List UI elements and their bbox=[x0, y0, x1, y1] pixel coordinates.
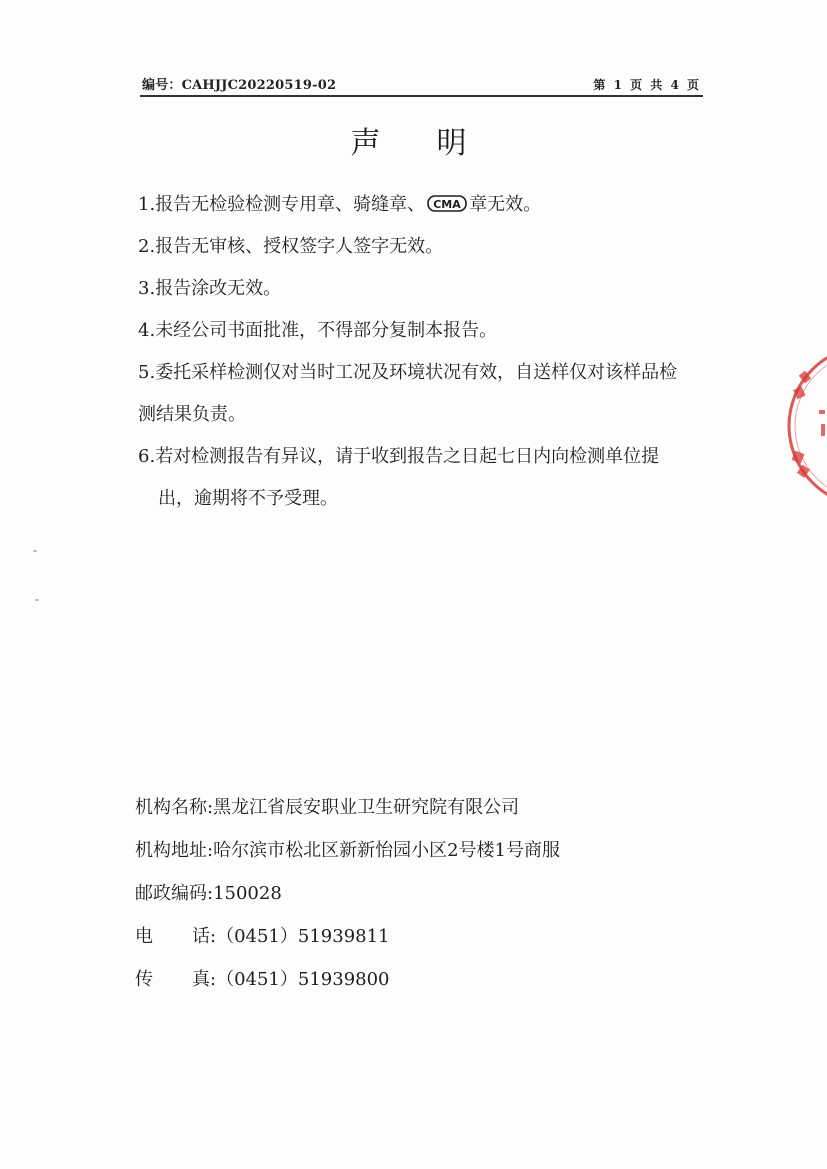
org-name-value: 黑龙江省辰安职业卫生研究院有限公司 bbox=[213, 797, 520, 818]
page-header bbox=[140, 74, 703, 94]
partial-seal-stamp bbox=[783, 340, 827, 512]
clause-number: 5. bbox=[138, 362, 156, 383]
postcode-label: 邮政编码: bbox=[135, 883, 214, 904]
org-address-value: 哈尔滨市松北区新新怡园小区2号楼1号商服 bbox=[213, 840, 560, 861]
phone-value: （0451）51939811 bbox=[216, 926, 390, 947]
clause-text: 报告无审核、授权签字人签字无效。 bbox=[155, 236, 444, 257]
declaration-list bbox=[138, 184, 704, 520]
fax-label-first: 传 bbox=[135, 969, 153, 990]
clause-6 bbox=[138, 436, 704, 520]
report-number: 编号：CAHJJC20220519-02 bbox=[142, 78, 337, 93]
org-address-label: 机构地址: bbox=[135, 840, 214, 861]
org-name-row bbox=[135, 790, 715, 833]
header-divider bbox=[140, 95, 703, 97]
fax-value: （0451）51939800 bbox=[216, 969, 390, 990]
clause-3 bbox=[138, 268, 704, 310]
clause-number: 2. bbox=[138, 236, 156, 257]
postcode-value: 150028 bbox=[213, 883, 282, 904]
postcode-row bbox=[135, 876, 715, 919]
clause-4 bbox=[138, 310, 704, 352]
phone-label-first: 电 bbox=[135, 926, 153, 947]
clause-5 bbox=[138, 352, 704, 436]
org-name-label: 机构名称: bbox=[135, 797, 214, 818]
clause-1 bbox=[138, 184, 704, 226]
phone-label-second: 话: bbox=[192, 926, 217, 947]
clause-2 bbox=[138, 226, 704, 268]
org-address-row bbox=[135, 833, 715, 876]
clause-number: 4. bbox=[138, 320, 156, 341]
clause-text: 报告无检验检测专用章、骑缝章、 bbox=[155, 194, 426, 215]
scan-speck bbox=[35, 599, 39, 601]
clause-text-continued: 测结果负责。 bbox=[138, 404, 246, 425]
clause-text-end: 章无效。 bbox=[469, 194, 542, 215]
clause-text: 未经公司书面批准，不得部分复制本报告。 bbox=[155, 320, 498, 341]
cma-mark-icon bbox=[427, 195, 467, 212]
fax-row bbox=[135, 962, 715, 1005]
fax-label-second: 真: bbox=[192, 969, 217, 990]
clause-number: 1. bbox=[138, 194, 156, 215]
clause-text: 委托采样检测仅对当时工况及环境状况有效，自送样仅对该样品检 bbox=[155, 362, 678, 383]
clause-number: 3. bbox=[138, 278, 156, 299]
page-indicator: 第 1 页 共 4 页 bbox=[593, 78, 701, 92]
page-title: 声明 bbox=[350, 126, 523, 161]
clause-number: 6. bbox=[138, 446, 156, 467]
phone-row bbox=[135, 919, 715, 962]
clause-text: 报告涂改无效。 bbox=[155, 278, 282, 299]
scan-speck bbox=[33, 550, 37, 552]
clause-text: 若对检测报告有异议，请于收到报告之日起七日内向检测单位提 bbox=[155, 446, 660, 467]
organization-info bbox=[135, 790, 715, 1005]
clause-text-continued: 出，逾期将不予受理。 bbox=[158, 488, 338, 509]
cma-mark-text: CMA bbox=[433, 198, 461, 211]
